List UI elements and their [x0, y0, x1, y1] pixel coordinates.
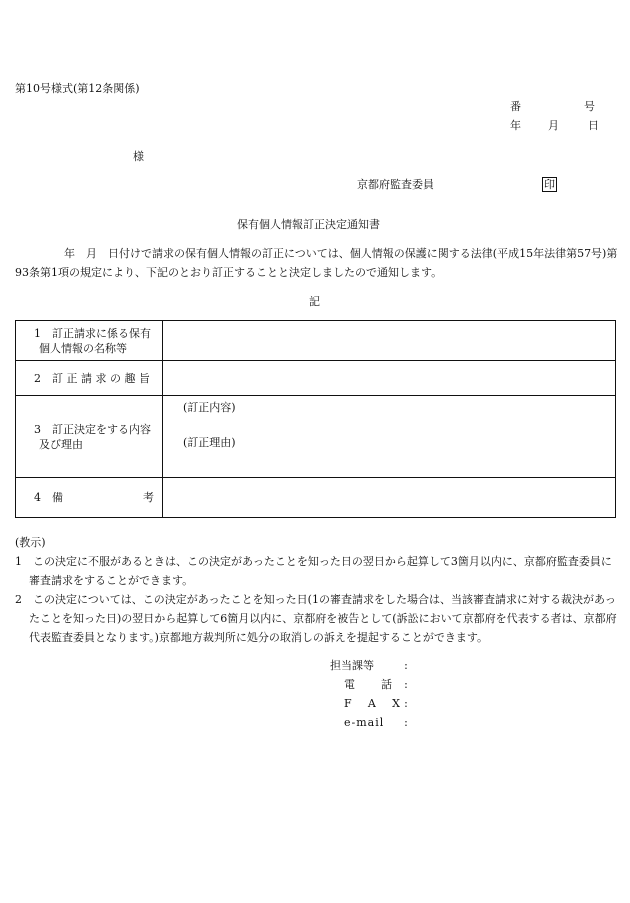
row3-label-line1: 3 訂正決定をする内容 — [34, 422, 151, 436]
body-text: 年 月 日付けで請求の保有個人情報の訂正については、個人情報の保護に関する法律(平成15年法律第57号)第93条第1項の規定により、下記のとおり訂正することと決定しましたので通知します。 — [15, 247, 618, 279]
addressee-suffix: 様 — [133, 150, 144, 163]
row2-content[interactable] — [163, 361, 616, 396]
contact-colon: : — [404, 678, 408, 691]
row3-label — [16, 396, 163, 478]
number-ban: 番 — [510, 100, 521, 113]
contact-department-label: 担当課等 — [330, 659, 374, 672]
table-row — [16, 361, 616, 396]
table-row — [16, 396, 616, 478]
seal-text: 印 — [544, 178, 555, 191]
row1-label — [16, 321, 163, 361]
row3-label-line2: 及び理由 — [39, 437, 83, 451]
row1-content[interactable] — [163, 321, 616, 361]
number-label — [510, 100, 595, 114]
ki-label: 記 — [309, 295, 320, 308]
row1-label-line2: 個人情報の名称等 — [39, 341, 127, 355]
row3-content[interactable] — [163, 396, 616, 478]
row4-label — [16, 478, 163, 518]
row1-label-line1: 1 訂正請求に係る保有 — [34, 326, 151, 340]
correction-table — [15, 320, 616, 518]
contact-fax-label: F A X — [344, 697, 400, 710]
row4-label-right: 考 — [143, 491, 154, 504]
sender: 京都府監査委員 — [357, 178, 434, 191]
number-go: 号 — [584, 100, 595, 113]
contact-row-department — [330, 656, 412, 675]
instruction-item-1: 1 この決定に不服があるときは、この決定があったことを知った日の翌日から起算して3箇月以内に、京都府監査委員に審査請求をすることができます。 — [15, 555, 612, 587]
date-day: 日 — [588, 119, 599, 132]
correction-reason-label: (訂正理由) — [183, 436, 236, 449]
seal-mark — [542, 177, 557, 192]
date-month: 月 — [548, 119, 559, 132]
form-number: 第10号様式(第12条関係) — [15, 82, 140, 95]
row4-label-left: 4 備 — [34, 491, 63, 504]
contact-colon: : — [404, 716, 408, 729]
table-row — [16, 478, 616, 518]
row4-content[interactable] — [163, 478, 616, 518]
contact-row-phone — [330, 675, 412, 694]
contact-phone-label: 電話 — [344, 678, 400, 691]
table-row — [16, 321, 616, 361]
contact-row-fax — [330, 694, 412, 713]
row2-label: 2 訂 正 請 求 の 趣 旨 — [16, 361, 163, 396]
document-title: 保有個人情報訂正決定通知書 — [237, 218, 380, 231]
contact-colon: : — [404, 659, 408, 672]
contact-colon: : — [404, 697, 408, 710]
date-year: 年 — [510, 119, 521, 132]
instruction-item-2: 2 この決定については、この決定があったことを知った日(1の審査請求をした場合は、当該審査請求に対する裁決があったことを知った日)の翌日から起算して6箇月以内に、京都府を被告として(訴訟において京都府を代表する者は、京都府代表監査委員となります。)京都地方裁判所に処分の取消しの訴えを提起することができます。 — [15, 593, 617, 644]
date-line — [510, 119, 599, 133]
instructions — [15, 533, 620, 647]
contact-row-email — [330, 713, 412, 732]
contact-email-label: e-mail — [344, 716, 385, 729]
correction-content-label: (訂正内容) — [183, 401, 236, 414]
instructions-heading: (教示) — [15, 536, 46, 549]
contact-block — [330, 656, 412, 732]
